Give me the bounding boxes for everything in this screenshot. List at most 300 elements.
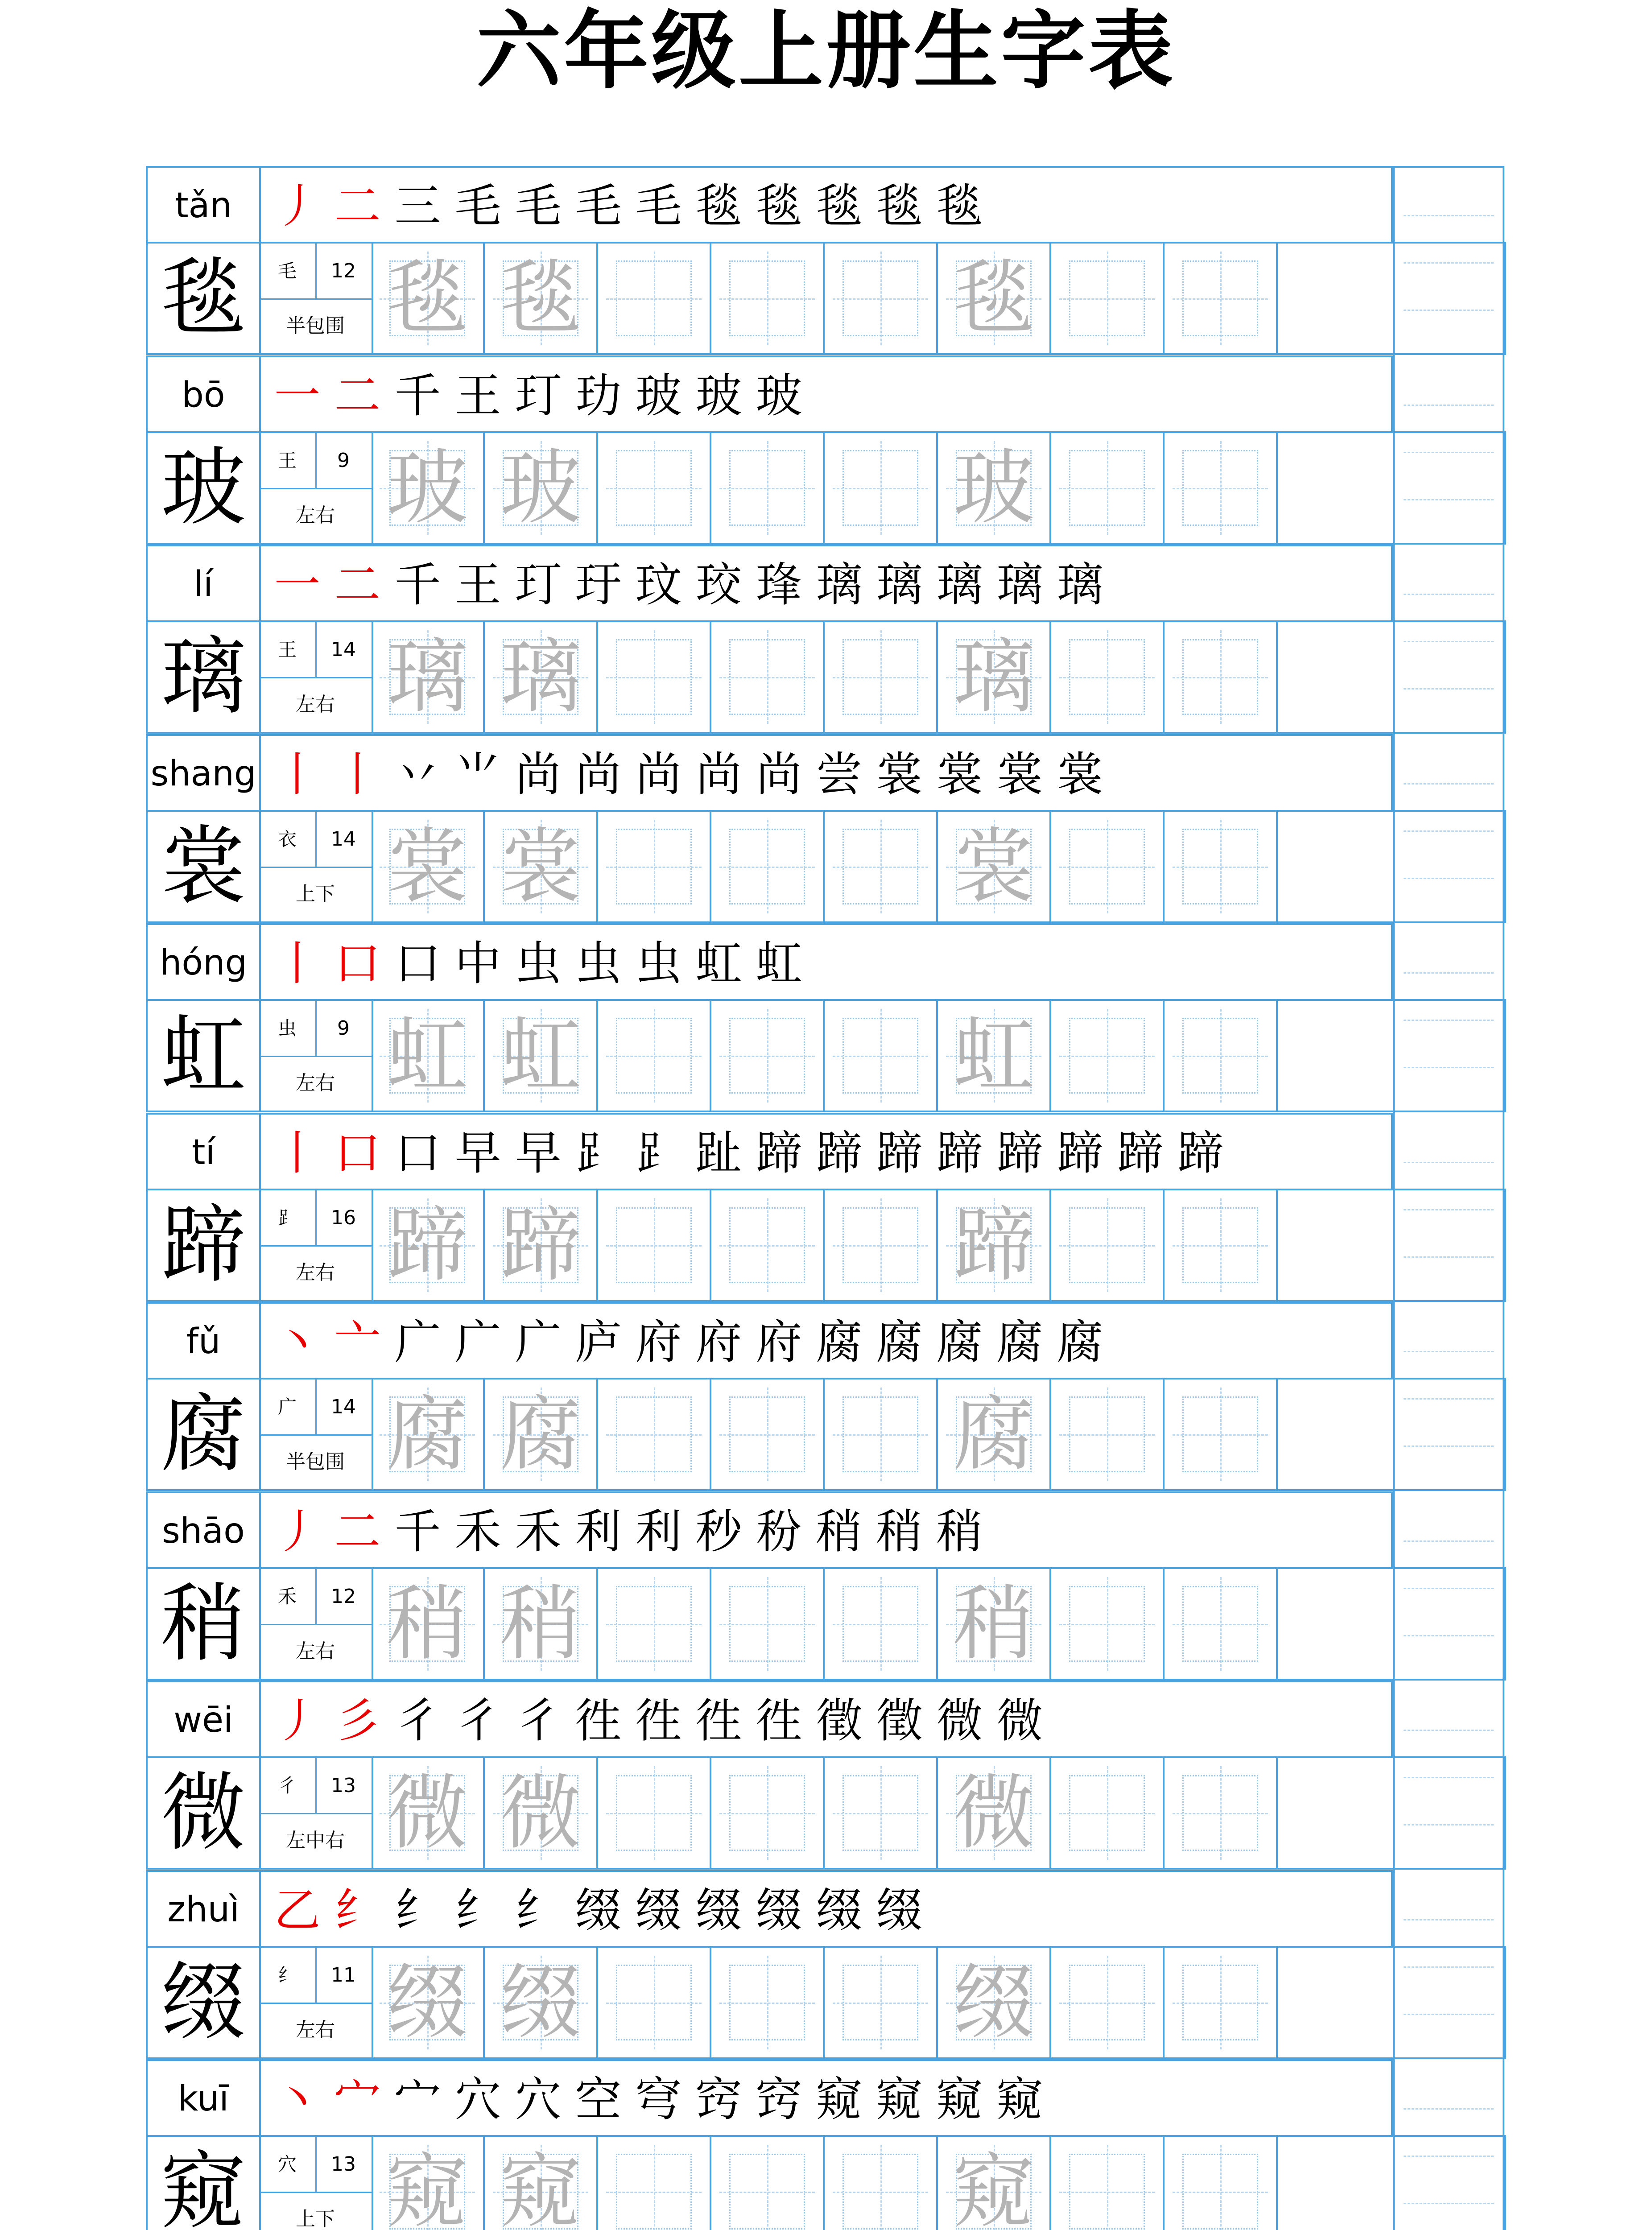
trace-character: 裳 bbox=[953, 819, 1034, 914]
side-guide-line bbox=[1404, 1777, 1494, 1778]
stroke-step: 早 bbox=[515, 1126, 562, 1180]
stroke-sequence bbox=[267, 364, 809, 427]
stroke-step: 缀 bbox=[695, 1883, 742, 1937]
cell-guide-box bbox=[1069, 1965, 1145, 2040]
practice-cell[interactable] bbox=[598, 622, 711, 732]
cell-guide-box bbox=[1069, 2154, 1145, 2230]
stroke-step: 毯 bbox=[756, 179, 802, 233]
practice-cell[interactable] bbox=[1165, 1001, 1278, 1111]
practice-cell[interactable] bbox=[1165, 2137, 1278, 2230]
practice-cell[interactable] bbox=[485, 2137, 598, 2230]
practice-cell[interactable] bbox=[485, 622, 598, 732]
cell-guide-box bbox=[616, 639, 692, 715]
practice-cell[interactable] bbox=[938, 1569, 1051, 1679]
practice-cell[interactable] bbox=[938, 622, 1051, 732]
stroke-order-row bbox=[146, 1681, 1393, 1756]
practice-cell[interactable] bbox=[1051, 1758, 1165, 1868]
stroke-step: 丨 bbox=[274, 747, 321, 801]
stroke-count: 12 bbox=[315, 244, 372, 300]
char-entry bbox=[146, 1113, 1506, 1302]
radical-label: 王 bbox=[259, 433, 317, 489]
stroke-step: 蹄 bbox=[876, 1126, 923, 1180]
pinyin-label: shang bbox=[148, 736, 261, 812]
stroke-step: 毛 bbox=[635, 179, 682, 233]
practice-cell[interactable] bbox=[598, 812, 711, 921]
stroke-step: 蹄 bbox=[816, 1126, 863, 1180]
stroke-step: 广 bbox=[454, 1315, 501, 1369]
practice-cell[interactable] bbox=[598, 433, 711, 543]
practice-cell[interactable] bbox=[711, 1001, 825, 1111]
practice-cell[interactable] bbox=[1165, 812, 1278, 921]
stroke-step: 尚 bbox=[695, 747, 742, 801]
stroke-step: 府 bbox=[756, 1315, 802, 1369]
cell-guide-box bbox=[843, 1018, 918, 1094]
practice-cell[interactable] bbox=[825, 812, 938, 921]
stroke-step: 玏 bbox=[575, 368, 622, 423]
stroke-step: 尝 bbox=[816, 747, 863, 801]
side-guide-line bbox=[1404, 1824, 1494, 1825]
trace-character: 虹 bbox=[953, 1008, 1034, 1103]
practice-cell[interactable] bbox=[485, 1001, 598, 1111]
cell-guide-box bbox=[1182, 1965, 1258, 2040]
radical-label: 广 bbox=[259, 1379, 317, 1436]
practice-cell[interactable] bbox=[711, 622, 825, 732]
side-guide-line bbox=[1404, 830, 1494, 832]
stroke-sequence bbox=[267, 743, 1110, 805]
cell-guide-box bbox=[1182, 1018, 1258, 1094]
stroke-step: 玎 bbox=[515, 368, 562, 423]
stroke-step: 腐 bbox=[876, 1315, 923, 1369]
stroke-step: 缀 bbox=[816, 1883, 863, 1937]
practice-cell[interactable] bbox=[1051, 244, 1165, 353]
stroke-step: 尚 bbox=[756, 747, 802, 801]
stroke-count: 14 bbox=[315, 622, 372, 678]
cell-guide-box bbox=[616, 1207, 692, 1283]
stroke-step: 彡 bbox=[334, 1693, 381, 1748]
cell-guide-box bbox=[1182, 639, 1258, 715]
side-guide-line bbox=[1404, 215, 1494, 216]
stroke-step: 蹄 bbox=[1177, 1126, 1224, 1180]
stroke-step: 宀 bbox=[394, 2072, 441, 2127]
structure-label: 左右 bbox=[296, 2019, 335, 2041]
practice-cell[interactable] bbox=[372, 622, 485, 732]
char-info bbox=[259, 622, 373, 732]
practice-cell[interactable] bbox=[372, 433, 485, 543]
stroke-step: ⻊ bbox=[635, 1126, 682, 1180]
practice-cells bbox=[372, 812, 1278, 921]
practice-cells bbox=[372, 622, 1278, 732]
practice-cell[interactable] bbox=[485, 1758, 598, 1868]
character-table bbox=[146, 166, 1506, 2230]
char-entry bbox=[146, 355, 1506, 545]
practice-cell[interactable] bbox=[1165, 1190, 1278, 1300]
practice-cell[interactable] bbox=[711, 244, 825, 353]
stroke-step: 徃 bbox=[575, 1693, 622, 1748]
stroke-step: 彳 bbox=[515, 1693, 562, 1748]
practice-cell[interactable] bbox=[938, 2137, 1051, 2230]
practice-cell[interactable] bbox=[938, 1001, 1051, 1111]
side-practice-column bbox=[1393, 166, 1504, 2230]
practice-cell[interactable] bbox=[1165, 1948, 1278, 2057]
cell-guide-box bbox=[729, 1207, 805, 1283]
side-guide-line bbox=[1404, 1966, 1494, 1968]
practice-cell[interactable] bbox=[938, 812, 1051, 921]
stroke-order-row bbox=[146, 1113, 1393, 1189]
practice-cell[interactable] bbox=[1051, 622, 1165, 732]
side-guide-line bbox=[1404, 499, 1494, 500]
practice-cell[interactable] bbox=[372, 1190, 485, 1300]
cell-guide-box bbox=[1069, 1586, 1145, 1662]
writing-grid-row bbox=[146, 810, 1506, 923]
practice-cell[interactable] bbox=[1051, 1948, 1165, 2057]
model-character: 窥 bbox=[148, 2137, 261, 2230]
practice-cell[interactable] bbox=[1051, 1569, 1165, 1679]
practice-cell[interactable] bbox=[1165, 1379, 1278, 1489]
practice-cell[interactable] bbox=[711, 1379, 825, 1489]
practice-cell[interactable] bbox=[711, 1190, 825, 1300]
stroke-step: 二 bbox=[334, 1504, 381, 1559]
practice-cell[interactable] bbox=[938, 1948, 1051, 2057]
stroke-step: 缀 bbox=[635, 1883, 682, 1937]
practice-cell[interactable] bbox=[1051, 1001, 1165, 1111]
stroke-step: 一 bbox=[274, 368, 321, 423]
stroke-step: 蹄 bbox=[1057, 1126, 1103, 1180]
stroke-step: 三 bbox=[394, 179, 441, 233]
practice-cell[interactable] bbox=[1051, 1379, 1165, 1489]
stroke-step: 蹄 bbox=[1117, 1126, 1164, 1180]
practice-cell[interactable] bbox=[825, 1379, 938, 1489]
stroke-step: 丷 bbox=[394, 747, 441, 801]
stroke-step: 裳 bbox=[936, 747, 983, 801]
practice-cell[interactable] bbox=[1165, 622, 1278, 732]
trace-character: 微 bbox=[953, 1766, 1034, 1860]
practice-cell[interactable] bbox=[372, 812, 485, 921]
cell-guide-box bbox=[1182, 450, 1258, 526]
practice-cell[interactable] bbox=[372, 1379, 485, 1489]
stroke-step: 乙 bbox=[274, 1883, 321, 1937]
practice-cell[interactable] bbox=[372, 2137, 485, 2230]
practice-cell[interactable] bbox=[825, 622, 938, 732]
stroke-step: 丿 bbox=[274, 1504, 321, 1559]
structure-label: 左右 bbox=[296, 1640, 335, 1663]
stroke-step: 腐 bbox=[1057, 1315, 1103, 1369]
practice-cell[interactable] bbox=[1051, 433, 1165, 543]
practice-cell[interactable] bbox=[1051, 2137, 1165, 2230]
cell-guide-box bbox=[843, 829, 918, 904]
practice-cell[interactable] bbox=[825, 433, 938, 543]
radical-label: 穴 bbox=[259, 2137, 317, 2193]
practice-cell[interactable] bbox=[372, 1758, 485, 1868]
trace-character: 玻 bbox=[500, 441, 581, 535]
char-entry bbox=[146, 545, 1506, 734]
model-character: 裳 bbox=[148, 812, 261, 921]
cell-guide-box bbox=[729, 1965, 805, 2040]
practice-cell[interactable] bbox=[598, 1569, 711, 1679]
trace-character: 缀 bbox=[953, 1955, 1034, 2050]
trace-character: 蹄 bbox=[500, 1198, 581, 1293]
practice-cell[interactable] bbox=[825, 1758, 938, 1868]
practice-cells bbox=[372, 433, 1278, 543]
side-guide-line bbox=[1404, 1067, 1494, 1068]
stroke-step: 口 bbox=[334, 1126, 381, 1180]
radical-label: ⻊ bbox=[259, 1190, 317, 1247]
stroke-step: 微 bbox=[936, 1693, 983, 1748]
practice-cell[interactable] bbox=[711, 1948, 825, 2057]
stroke-step: 毛 bbox=[575, 179, 622, 233]
cell-guide-box bbox=[729, 639, 805, 715]
stroke-step: 趾 bbox=[695, 1126, 742, 1180]
practice-cell[interactable] bbox=[485, 1190, 598, 1300]
pinyin-label: hóng bbox=[148, 925, 261, 1001]
practice-cell[interactable] bbox=[825, 244, 938, 353]
char-entry bbox=[146, 923, 1506, 1112]
side-guide-line bbox=[1404, 594, 1494, 595]
cell-guide-box bbox=[1069, 260, 1145, 336]
stroke-step: 缀 bbox=[575, 1883, 622, 1937]
side-guide-line bbox=[1404, 1398, 1494, 1400]
side-guide-line bbox=[1404, 452, 1494, 453]
practice-cell[interactable] bbox=[1165, 244, 1278, 353]
char-entry bbox=[146, 166, 1506, 355]
practice-cell[interactable] bbox=[938, 1190, 1051, 1300]
practice-cell[interactable] bbox=[598, 1190, 711, 1300]
cell-guide-box bbox=[729, 2154, 805, 2230]
stroke-step: 庐 bbox=[575, 1315, 622, 1369]
model-character: 虹 bbox=[148, 1001, 261, 1111]
cell-guide-box bbox=[1069, 1207, 1145, 1283]
practice-cell[interactable] bbox=[485, 1948, 598, 2057]
stroke-order-row bbox=[146, 166, 1393, 242]
pinyin-label: kuī bbox=[148, 2061, 261, 2137]
stroke-step: 窥 bbox=[996, 2072, 1043, 2127]
radical-label: 王 bbox=[259, 622, 317, 678]
stroke-step: 穹 bbox=[635, 2072, 682, 2127]
model-character: 缀 bbox=[148, 1948, 261, 2057]
stroke-step: 王 bbox=[454, 368, 501, 423]
writing-grid-row bbox=[146, 1946, 1506, 2059]
char-info bbox=[259, 1569, 373, 1679]
stroke-step: 纟 bbox=[454, 1883, 501, 1937]
side-guide-line bbox=[1404, 2203, 1494, 2204]
practice-cell[interactable] bbox=[825, 1569, 938, 1679]
structure-label: 上下 bbox=[296, 2208, 335, 2230]
stroke-step: 腐 bbox=[936, 1315, 983, 1369]
practice-cell[interactable] bbox=[598, 2137, 711, 2230]
char-info bbox=[259, 1948, 373, 2057]
practice-cell[interactable] bbox=[485, 433, 598, 543]
trace-character: 微 bbox=[387, 1766, 468, 1860]
practice-cell[interactable] bbox=[938, 244, 1051, 353]
practice-cell[interactable] bbox=[598, 1001, 711, 1111]
trace-character: 蹄 bbox=[953, 1198, 1034, 1293]
practice-cell[interactable] bbox=[825, 2137, 938, 2230]
cell-guide-box bbox=[843, 639, 918, 715]
cell-guide-box bbox=[616, 260, 692, 336]
stroke-step: 稍 bbox=[816, 1504, 863, 1559]
stroke-step: 王 bbox=[454, 558, 501, 612]
structure-label: 左右 bbox=[296, 1072, 335, 1094]
pinyin-label: tí bbox=[148, 1115, 261, 1190]
practice-cell[interactable] bbox=[598, 1948, 711, 2057]
stroke-step: 秒 bbox=[695, 1504, 742, 1559]
trace-character: 腐 bbox=[953, 1387, 1034, 1482]
practice-cell[interactable] bbox=[825, 1948, 938, 2057]
model-character: 玻 bbox=[148, 433, 261, 543]
practice-cell[interactable] bbox=[1165, 433, 1278, 543]
stroke-step: ⺌ bbox=[454, 747, 501, 801]
trace-character: 稍 bbox=[500, 1577, 581, 1671]
stroke-sequence bbox=[267, 932, 809, 995]
stroke-step: 缀 bbox=[756, 1883, 802, 1937]
side-guide-line bbox=[1404, 641, 1494, 642]
char-entry bbox=[146, 734, 1506, 923]
side-guide-line bbox=[1404, 2156, 1494, 2157]
stroke-order-row bbox=[146, 1302, 1393, 1378]
practice-cell[interactable] bbox=[485, 1569, 598, 1679]
practice-cell[interactable] bbox=[711, 2137, 825, 2230]
radical-label: 禾 bbox=[259, 1569, 317, 1625]
cell-guide-box bbox=[843, 2154, 918, 2230]
stroke-order-row bbox=[146, 734, 1393, 810]
practice-cell[interactable] bbox=[485, 812, 598, 921]
stroke-step: 玻 bbox=[695, 368, 742, 423]
practice-cells bbox=[372, 1569, 1278, 1679]
char-info bbox=[259, 812, 373, 921]
trace-character: 蹄 bbox=[387, 1198, 468, 1293]
stroke-count: 14 bbox=[315, 1379, 372, 1436]
stroke-step: 裳 bbox=[1057, 747, 1103, 801]
model-character: 蹄 bbox=[148, 1190, 261, 1300]
cell-guide-box bbox=[1069, 1018, 1145, 1094]
cell-guide-box bbox=[729, 1018, 805, 1094]
cell-guide-box bbox=[843, 1775, 918, 1851]
pinyin-label: tǎn bbox=[148, 168, 261, 244]
cell-guide-box bbox=[729, 1396, 805, 1472]
cell-guide-box bbox=[843, 1965, 918, 2040]
stroke-order-row bbox=[146, 2059, 1393, 2135]
stroke-step: 毛 bbox=[515, 179, 562, 233]
practice-cell[interactable] bbox=[372, 244, 485, 353]
cell-guide-box bbox=[1182, 1396, 1258, 1472]
pinyin-label: shāo bbox=[148, 1493, 261, 1569]
stroke-step: 腐 bbox=[996, 1315, 1043, 1369]
stroke-step: 徃 bbox=[695, 1693, 742, 1748]
practice-cell[interactable] bbox=[485, 244, 598, 353]
stroke-step: 丨 bbox=[274, 1126, 321, 1180]
trace-character: 微 bbox=[500, 1766, 581, 1860]
stroke-step: 璃 bbox=[1057, 558, 1103, 612]
practice-cell[interactable] bbox=[598, 244, 711, 353]
practice-cell[interactable] bbox=[1165, 1569, 1278, 1679]
cell-guide-box bbox=[1182, 2154, 1258, 2230]
cell-guide-box bbox=[729, 1586, 805, 1662]
stroke-step: 蹄 bbox=[996, 1126, 1043, 1180]
writing-grid-row bbox=[146, 242, 1506, 355]
stroke-count: 14 bbox=[315, 812, 372, 868]
stroke-step: 口 bbox=[334, 936, 381, 991]
stroke-step: 玻 bbox=[635, 368, 682, 423]
structure-label: 左中右 bbox=[286, 1829, 345, 1852]
practice-cell[interactable] bbox=[711, 812, 825, 921]
stroke-step: 虫 bbox=[575, 936, 622, 991]
stroke-step: 穴 bbox=[515, 2072, 562, 2127]
practice-cell[interactable] bbox=[938, 1379, 1051, 1489]
stroke-step: 毯 bbox=[876, 179, 923, 233]
stroke-step: 璃 bbox=[876, 558, 923, 612]
stroke-step: 玟 bbox=[635, 558, 682, 612]
cell-guide-box bbox=[616, 829, 692, 904]
practice-cell[interactable] bbox=[825, 1001, 938, 1111]
side-guide-line bbox=[1404, 1209, 1494, 1210]
model-character: 璃 bbox=[148, 622, 261, 732]
cell-guide-box bbox=[729, 260, 805, 336]
trace-character: 虹 bbox=[500, 1008, 581, 1103]
structure-label: 半包围 bbox=[286, 1450, 345, 1473]
trace-character: 玻 bbox=[953, 441, 1034, 535]
side-guide-line bbox=[1404, 1162, 1494, 1163]
stroke-step: 玗 bbox=[575, 558, 622, 612]
radical-label: 毛 bbox=[259, 244, 317, 300]
stroke-step: 徃 bbox=[635, 1693, 682, 1748]
practice-cell[interactable] bbox=[598, 1379, 711, 1489]
stroke-step: 府 bbox=[695, 1315, 742, 1369]
stroke-step: 虹 bbox=[695, 936, 742, 991]
stroke-step: 璃 bbox=[936, 558, 983, 612]
practice-cell[interactable] bbox=[372, 1569, 485, 1679]
practice-cell[interactable] bbox=[1051, 1190, 1165, 1300]
practice-cells bbox=[372, 2137, 1278, 2230]
practice-cell[interactable] bbox=[825, 1190, 938, 1300]
cell-guide-box bbox=[729, 829, 805, 904]
side-guide-line bbox=[1404, 262, 1494, 264]
practice-cell[interactable] bbox=[485, 1379, 598, 1489]
radical-label: 衣 bbox=[259, 812, 317, 868]
trace-character: 窥 bbox=[387, 2144, 468, 2230]
pinyin-label: lí bbox=[148, 546, 261, 622]
practice-cell[interactable] bbox=[372, 1948, 485, 2057]
cell-guide-box bbox=[1069, 1775, 1145, 1851]
practice-cell[interactable] bbox=[938, 433, 1051, 543]
stroke-step: 彳 bbox=[394, 1693, 441, 1748]
trace-character: 腐 bbox=[387, 1387, 468, 1482]
practice-cell[interactable] bbox=[1165, 1758, 1278, 1868]
stroke-step: ⻊ bbox=[575, 1126, 622, 1180]
practice-cell[interactable] bbox=[372, 1001, 485, 1111]
practice-cells bbox=[372, 1948, 1278, 2057]
trace-character: 裳 bbox=[387, 819, 468, 914]
side-guide-line bbox=[1404, 972, 1494, 974]
stroke-count: 11 bbox=[315, 1948, 372, 2004]
structure-label: 上下 bbox=[296, 883, 335, 905]
practice-cell[interactable] bbox=[1051, 812, 1165, 921]
practice-cell[interactable] bbox=[711, 1569, 825, 1679]
practice-cell[interactable] bbox=[598, 1758, 711, 1868]
writing-grid-row bbox=[146, 1756, 1506, 1870]
side-guide-line bbox=[1404, 688, 1494, 690]
char-info bbox=[259, 1758, 373, 1868]
trace-character: 璃 bbox=[500, 630, 581, 724]
stroke-step: 窥 bbox=[816, 2072, 863, 2127]
cell-guide-box bbox=[616, 1586, 692, 1662]
stroke-step: 丨 bbox=[274, 936, 321, 991]
page-title: 六年级上册生字表 bbox=[476, 2, 1176, 100]
practice-cell[interactable] bbox=[711, 1758, 825, 1868]
stroke-step: 蹄 bbox=[936, 1126, 983, 1180]
practice-cell[interactable] bbox=[711, 433, 825, 543]
practice-cell[interactable] bbox=[938, 1758, 1051, 1868]
stroke-sequence bbox=[267, 2068, 1050, 2131]
side-guide-line bbox=[1404, 1588, 1494, 1589]
